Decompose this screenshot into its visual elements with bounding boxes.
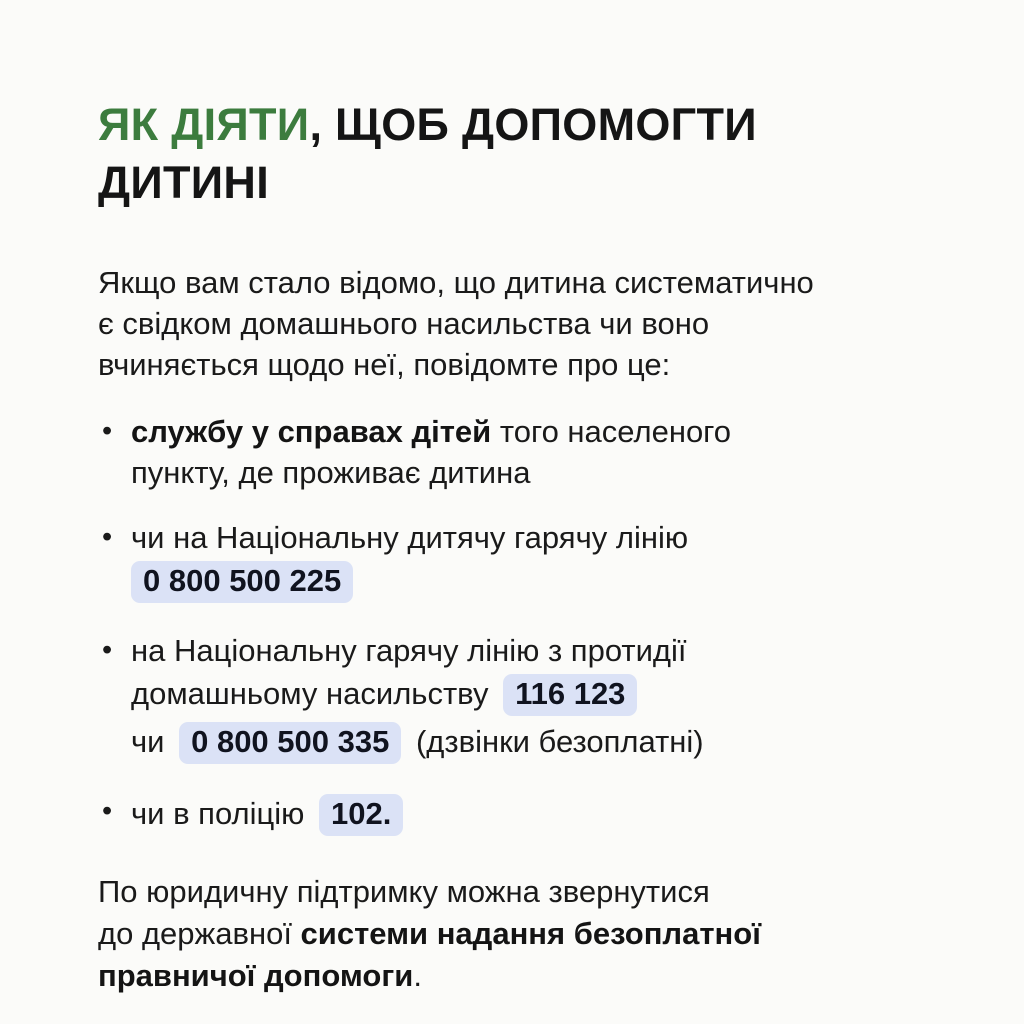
legal-aid-line2-bold: системи надання безоплатної (300, 916, 761, 951)
list-item-text (131, 791, 944, 839)
bullet-icon: • (102, 415, 113, 447)
page-title-line2: ДИТИНІ (98, 157, 270, 208)
page-title-rest-line1: , ЩОБ ДОПОМОГТИ (309, 99, 757, 150)
child-hotline-line1: чи на Національну дитячу гарячу лінію (131, 520, 689, 555)
report-channels-list (98, 411, 944, 839)
list-item-police (98, 791, 944, 839)
bullet-icon: • (102, 634, 113, 666)
intro-line1: Якщо вам стало відомо, що дитина систематично (98, 265, 814, 300)
list-item-text (131, 517, 944, 606)
bullet-icon: • (102, 795, 113, 827)
dv-hotline-line3-post: (дзвінки безоплатні) (415, 724, 704, 759)
children-service-line2: пункту, де проживає дитина (131, 455, 531, 490)
page-title (98, 96, 944, 212)
dv-hotline-line3-pre: чи (131, 724, 165, 759)
list-item-text (131, 411, 944, 493)
intro-line2: є свідком домашнього насильства чи воно (98, 306, 710, 341)
legal-aid-line2-pre: до державної (98, 916, 301, 951)
intro-line3: вчиняється щодо неї, повідомте про це: (98, 347, 671, 382)
bullet-icon: • (102, 521, 113, 553)
phone-number-chip: 0 800 500 225 (131, 561, 353, 603)
children-service-rest: того населеного (491, 414, 732, 449)
children-service-bold: службу у справах дітей (131, 414, 492, 449)
legal-aid-paragraph (98, 871, 944, 997)
list-item-dv-hotline (98, 630, 944, 767)
legal-aid-line1: По юридичну підтримку можна звернутися (98, 874, 710, 909)
list-item-children-service (98, 411, 944, 493)
legal-aid-line3-bold: правничої допомоги (98, 958, 414, 993)
dv-hotline-line1: на Національну гарячу лінію з протидії (131, 633, 687, 668)
list-item-text (131, 630, 944, 767)
list-item-child-hotline (98, 517, 944, 606)
phone-number-chip: 116 123 (503, 674, 637, 716)
intro-paragraph (98, 262, 944, 385)
dv-hotline-line2: домашньому насильству (131, 676, 489, 711)
page-title-accent: ЯК ДІЯТИ (98, 99, 310, 150)
phone-number-chip: 102. (319, 794, 403, 836)
legal-aid-line3-post: . (413, 958, 422, 993)
phone-number-chip: 0 800 500 335 (179, 722, 401, 764)
police-line1: чи в поліцію (131, 796, 305, 831)
